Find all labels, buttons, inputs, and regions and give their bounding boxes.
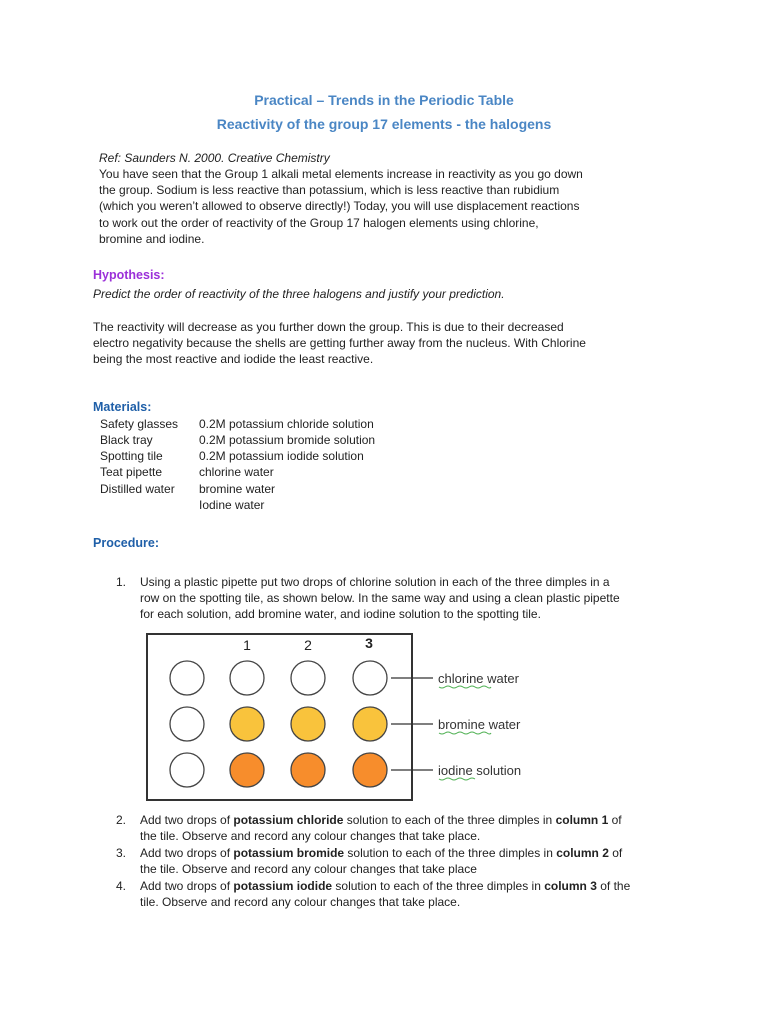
spellcheck-underline — [439, 686, 491, 688]
intro-paragraph — [99, 166, 659, 247]
materials-heading: Materials: — [93, 400, 152, 414]
dimple — [170, 753, 204, 787]
step-number: 2. — [116, 813, 127, 827]
step-line: Add two drops of potassium bromide solution to each of the three dimples in column 2 of — [140, 846, 623, 860]
answer-line: The reactivity will decrease as you further down the group. This is due to their decreased — [93, 320, 564, 334]
spellcheck-underline — [439, 778, 475, 780]
step-line: the tile. Observe and record any colour changes that take place. — [140, 829, 481, 844]
dimple — [291, 707, 325, 741]
material-item: Safety glasses — [100, 417, 179, 431]
reference: Ref: Saunders N. 2000. Creative Chemistry — [99, 151, 330, 165]
spotting-tile-diagram — [140, 628, 560, 804]
material-item: 0.2M potassium bromide solution — [199, 433, 376, 447]
material-item: Distilled water — [100, 482, 175, 496]
intro-line: the group. Sodium is less reactive than potassium, which is less reactive than rubidium — [99, 183, 560, 198]
step-number: 4. — [116, 879, 127, 893]
hypothesis-answer — [93, 319, 653, 368]
material-item: 0.2M potassium chloride solution — [199, 417, 374, 431]
intro-line: You have seen that the Group 1 alkali metal elements increase in reactivity as you go down — [99, 167, 583, 181]
hypothesis-heading: Hypothesis: — [93, 268, 165, 282]
material-item: 0.2M potassium iodide solution — [199, 449, 364, 463]
answer-line: being the most reactive and iodide the least reactive. — [93, 352, 374, 367]
dimple — [291, 753, 325, 787]
answer-line: electro negativity because the shells are getting further away from the nucleus. With Chlorine — [93, 336, 586, 351]
material-item: Black tray — [100, 433, 153, 447]
page-subtitle: Reactivity of the group 17 elements - the halogens — [216, 116, 552, 132]
spellcheck-underline — [439, 732, 491, 734]
column-label: 3 — [365, 635, 373, 651]
intro-line: (which you weren’t allowed to observe directly!) Today, you will use displacement reactions — [99, 199, 580, 214]
dimple — [230, 753, 264, 787]
row-label: bromine water — [438, 717, 521, 732]
material-item: Iodine water — [199, 498, 265, 512]
page-title: Practical – Trends in the Periodic Table — [254, 92, 514, 108]
dimple — [170, 661, 204, 695]
dimple — [230, 707, 264, 741]
dimple — [353, 661, 387, 695]
step-line: row on the spotting tile, as shown below. In the same way and using a clean plastic pipette — [140, 591, 620, 606]
material-item: bromine water — [199, 482, 276, 496]
column-label: 1 — [243, 637, 251, 653]
dimple — [230, 661, 264, 695]
step-number: 1. — [116, 575, 127, 589]
material-item: chlorine water — [199, 465, 274, 479]
row-label: iodine solution — [438, 763, 522, 778]
material-item: Teat pipette — [100, 465, 163, 479]
procedure-heading: Procedure: — [93, 536, 159, 550]
column-label: 2 — [304, 637, 312, 653]
step-line: the tile. Observe and record any colour changes that take place — [140, 862, 477, 877]
dimple — [291, 661, 325, 695]
material-item: Spotting tile — [100, 449, 163, 463]
dimple — [170, 707, 204, 741]
step-line: for each solution, add bromine water, and iodine solution to the spotting tile. — [140, 607, 541, 622]
row-label: chlorine water — [438, 671, 519, 686]
intro-line: to work out the order of reactivity of the Group 17 halogen elements using chlorine, — [99, 215, 539, 230]
step-line: Add two drops of potassium iodide solution to each of the three dimples in column 3 of the — [140, 879, 631, 893]
intro-line: bromine and iodine. — [99, 231, 205, 246]
hypothesis-prompt: Predict the order of reactivity of the three halogens and justify your prediction. — [93, 287, 505, 301]
dimple — [353, 707, 387, 741]
step-line: tile. Observe and record any colour changes that take place. — [140, 895, 461, 910]
step-line: Using a plastic pipette put two drops of chlorine solution in each of the three dimples in a — [140, 575, 610, 589]
step-number: 3. — [116, 846, 127, 860]
step-line: Add two drops of potassium chloride solution to each of the three dimples in column 1 of — [140, 813, 622, 827]
dimple — [353, 753, 387, 787]
